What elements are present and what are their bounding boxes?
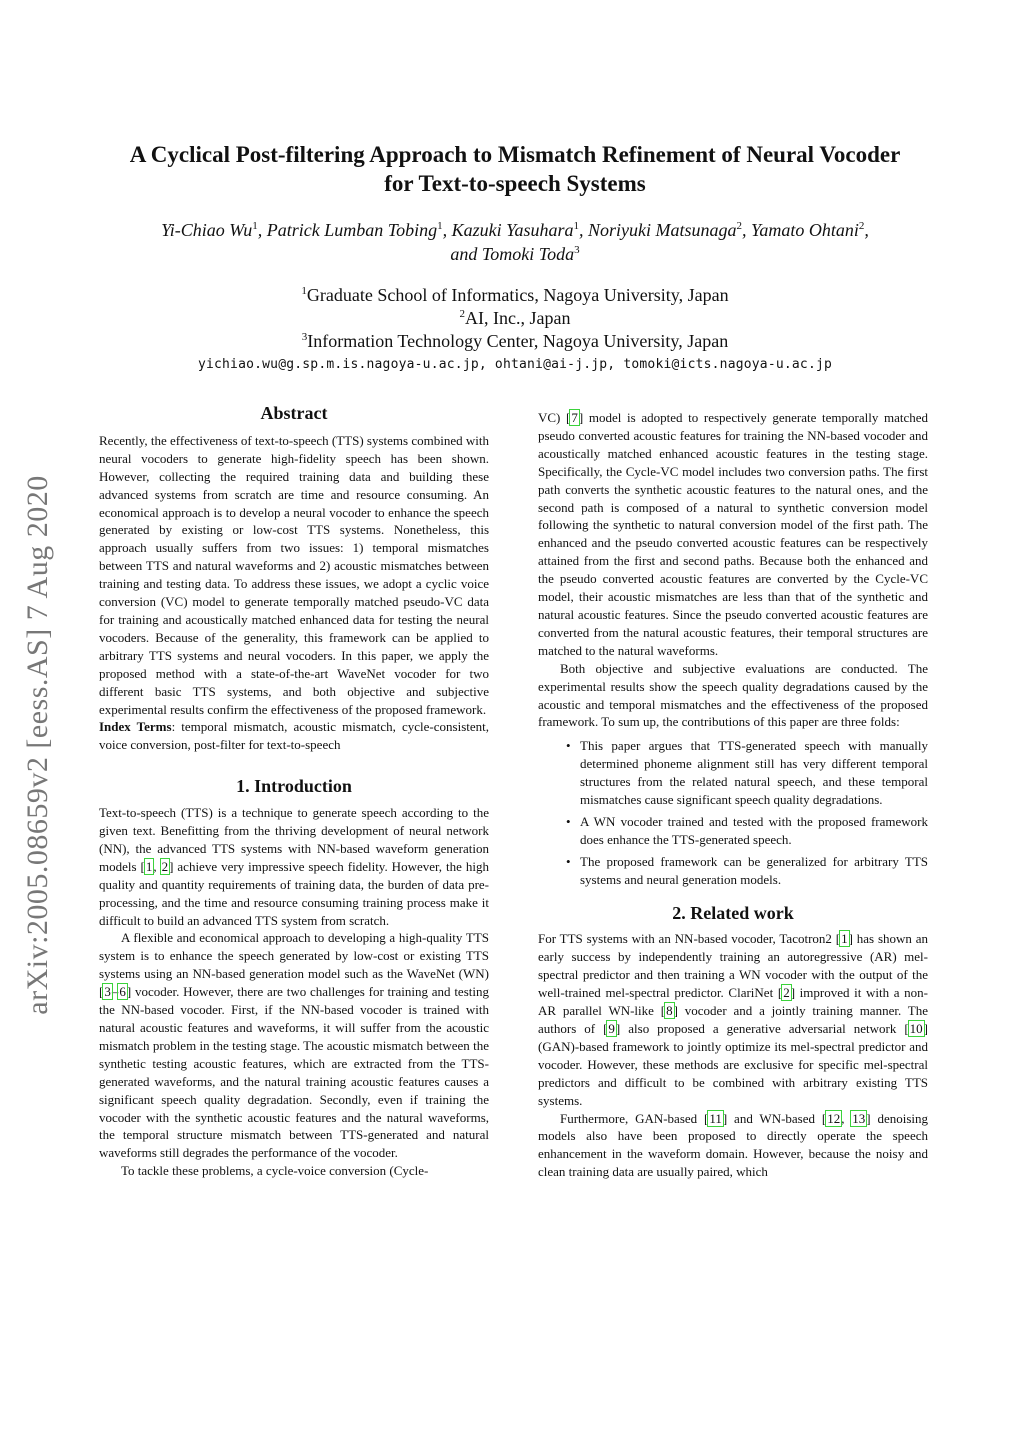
author-affil-mark: 2: [736, 220, 743, 232]
abstract-text: Recently, the effectiveness of text-to-speech (TTS) systems combined with neural vocoders to generate high-fidelity speech has been shown. However, collecting the required training data and building these advanced systems from scratch are time and resource consuming. An economical approach is to develop a neural vocoder to enhance the speech generated by existing or low-cost TTS systems. Nonetheless, this approach usually suffers from two issues: 1) temporal mismatches between TTS and natural waveforms and 2) acoustic mismatches between training and testing data. To address these issues, we adopt a cyclic voice conversion (VC) model to generate temporally matched pseudo-VC data for training and acoustically matched enhanced data for testing the neural vocoders. Because of the generality, this framework can be applied to arbitrary TTS systems and neural vocoders. In this paper, we apply the proposed method with a state-of-the-art WaveNet vocoder for two different basic TTS systems, and both objective and subjective experimental results confirm the effectiveness of the proposed framework.: [99, 432, 489, 717]
list-item: • This paper argues that TTS-generated speech with manually determined phoneme alignment still has very different temporal structures from the related natural speech, and these temporal mismatches cause significant speech quality degradations.: [566, 738, 928, 808]
citation-link[interactable]: 11: [709, 1110, 722, 1126]
author-affil-mark: 1: [252, 220, 258, 232]
author-name: and Tomoki Toda: [450, 244, 575, 264]
citation-link[interactable]: 3: [104, 984, 111, 1000]
right-paragraph-2: Both objective and subjective evaluations are conducted. The experimental results show the speech quality degradations caused by the acoustic and temporal mismatches and the effectiveness of the proposed framework. To sum up, the contributions of this paper are three folds:: [538, 660, 928, 730]
author-name: Yamato Ohtani: [751, 220, 859, 240]
left-column: [99, 405, 489, 1180]
title-line-1: A Cyclical Post-filtering Approach to Mismatch Refinement of Neural Vocoder: [129, 142, 901, 167]
affiliation: $^2$AI, Inc., Japan: [459, 308, 571, 328]
author-name: Noriyuki Matsunaga: [588, 220, 737, 240]
related-paragraph-1: For TTS systems with an NN-based vocoder, Tacotron2 [1] has shown an early success by independently training an autoregressive (AR) mel-spectral predictor and then training a WN vocoder with the output of the well-trained mel-spectral predictor. ClariNet [2] improved it with a non-AR parallel WN-like [8] vocoder and a jointly training manner. The authors of [9] also proposed a generative adversarial network [10] (GAN)-based framework to jointly optimize its mel-spectral predictor and vocoder. However, these methods are exclusive for specific mel-spectral predictors and difficult to be combined with arbitrary existing TTS systems.: [538, 931, 929, 1108]
citation-link[interactable]: 2: [783, 985, 790, 1001]
citation-link[interactable]: 8: [666, 1003, 673, 1019]
citation-link[interactable]: 7: [571, 410, 578, 425]
affiliation: $^3$Information Technology Center, Nagoya University, Japan: [301, 331, 729, 351]
abstract-heading: Abstract: [260, 403, 328, 423]
contribution-list: [538, 737, 928, 888]
intro-paragraph-2: A flexible and economical approach to developing a high-quality TTS system is to enhance the speech generated by low-cost or existing TTS systems using an NN-based generation model such as the WaveNet (WN) [3–6] vocoder. However, there are two challenges for training and testing the NN-based vocoder. First, if the NN-based vocoder is trained with natural acoustic features and waveforms, it will suffer from the acoustic mismatch problem in the testing stage. The acoustic mismatch between the synthetic testing acoustic features, which are extracted from the TTS-generated waveforms, and the natural training acoustic features causes a significant speech quality degradation. Secondly, even if training the vocoder with the synthetic acoustic features and the natural waveforms, the temporal structure mismatch between TTS-generated and natural waveforms still degrades the performance of the vocoder.: [99, 930, 489, 1161]
bullet-icon: •: [566, 813, 571, 829]
author-name: Yi-Chiao Wu: [161, 220, 253, 240]
authors-line-1: Yi-Chiao Wu$^1$, Patrick Lumban Tobing$^1$, Kazuki Yasuhara$^1$, Noriyuki Matsunaga$^2$, Yamato Ohtani$^2$,: [161, 220, 869, 240]
bullet-icon: •: [566, 738, 571, 754]
right-paragraph-1: VC) [7] model is adopted to respectively generate temporally matched pseudo converted acoustic features for training the NN-based vocoder and acoustically matched enhanced acoustic features in the testing stage. Specifically, the Cycle-VC model includes two conversion paths. The first path converts the synthetic acoustic features to the natural ones, and the second path is composed of a natural to synthetic conversion model following the synthetic to natural conversion model of the first path. The enhanced and the pseudo converted acoustic features can be respectively attained from the first and second paths. Because both the enhanced and the pseudo converted acoustic features are converted by the Cycle-VC model, their acoustic mismatches are less than that of the synthetic and natural acoustic features. Since the pseudo converted acoustic features are converted from the natural acoustic features, their temporal structures are matched to the natural waveforms.: [538, 410, 929, 658]
paper-title: [90, 140, 940, 198]
citation-link[interactable]: 12: [827, 1110, 841, 1126]
author-name: Kazuki Yasuhara: [451, 220, 574, 240]
arxiv-identifier: arXiv:2005.08659v2 [eess.AS] 7 Aug 2020: [21, 475, 54, 1015]
bullet-icon: •: [566, 853, 571, 869]
intro-heading: 1. Introduction: [236, 776, 352, 797]
citation-link[interactable]: 1: [841, 931, 848, 947]
author-affil-mark: 1: [573, 220, 580, 232]
index-terms: Index Terms: temporal mismatch, acoustic mismatch, cycle-consistent, voice conversion, post-filter for text-to-speech: [99, 719, 490, 753]
related-work-heading: 2. Related work: [672, 902, 794, 923]
author-emails: yichiao.wu@g.sp.m.is.nagoya-u.ac.jp, ohtani@ai-j.jp, tomoki@icts.nagoya-u.ac.jp: [197, 357, 833, 372]
author-list: [90, 218, 940, 266]
affiliation: $^1$Graduate School of Informatics, Nagoya University, Japan: [301, 285, 729, 305]
intro-paragraph-3: To tackle these problems, a cycle-voice conversion (Cycle-: [121, 1163, 429, 1179]
citation-link[interactable]: 9: [608, 1021, 615, 1036]
author-affil-mark: 3: [574, 244, 580, 256]
list-item: • A WN vocoder trained and tested with the proposed framework does enhance the TTS-generated speech.: [566, 813, 928, 847]
citation-link[interactable]: 6: [119, 984, 126, 1000]
citation-link[interactable]: 1: [145, 858, 153, 874]
related-paragraph-2: Furthermore, GAN-based [11] and WN-based [12, 13] denoising models also have been proposed to directly operate the speech enhancement in the waveform domain. However, because the noisy and clean training data are usually paired, which: [538, 1110, 929, 1180]
author-affil-mark: 2: [858, 220, 865, 232]
citation-link[interactable]: 10: [909, 1021, 923, 1036]
author-affil-mark: 1: [437, 220, 443, 232]
title-line-2: for Text-to-speech Systems: [384, 171, 646, 196]
affiliations: [90, 284, 940, 353]
intro-paragraph-1: Text-to-speech (TTS) is a technique to generate speech according to the given text. Benefitting from the thriving development of neural network (NN), the advanced TTS systems with NN-based waveform generation models [1, 2] achieve very impressive speech fidelity. However, the high quality and quantity requirements of training data, the burden of data pre-processing, and the time and resource consuming training process make it difficult to build an advanced TTS system from scratch.: [99, 805, 489, 928]
authors-line-2: [90, 242, 940, 266]
list-item: • The proposed framework can be generalized for arbitrary TTS systems and neural generation models.: [566, 853, 928, 887]
citation-link[interactable]: 2: [161, 858, 169, 874]
citation-link[interactable]: 13: [852, 1110, 866, 1126]
author-name: Patrick Lumban Tobing: [266, 220, 438, 240]
right-column: [538, 409, 928, 1181]
